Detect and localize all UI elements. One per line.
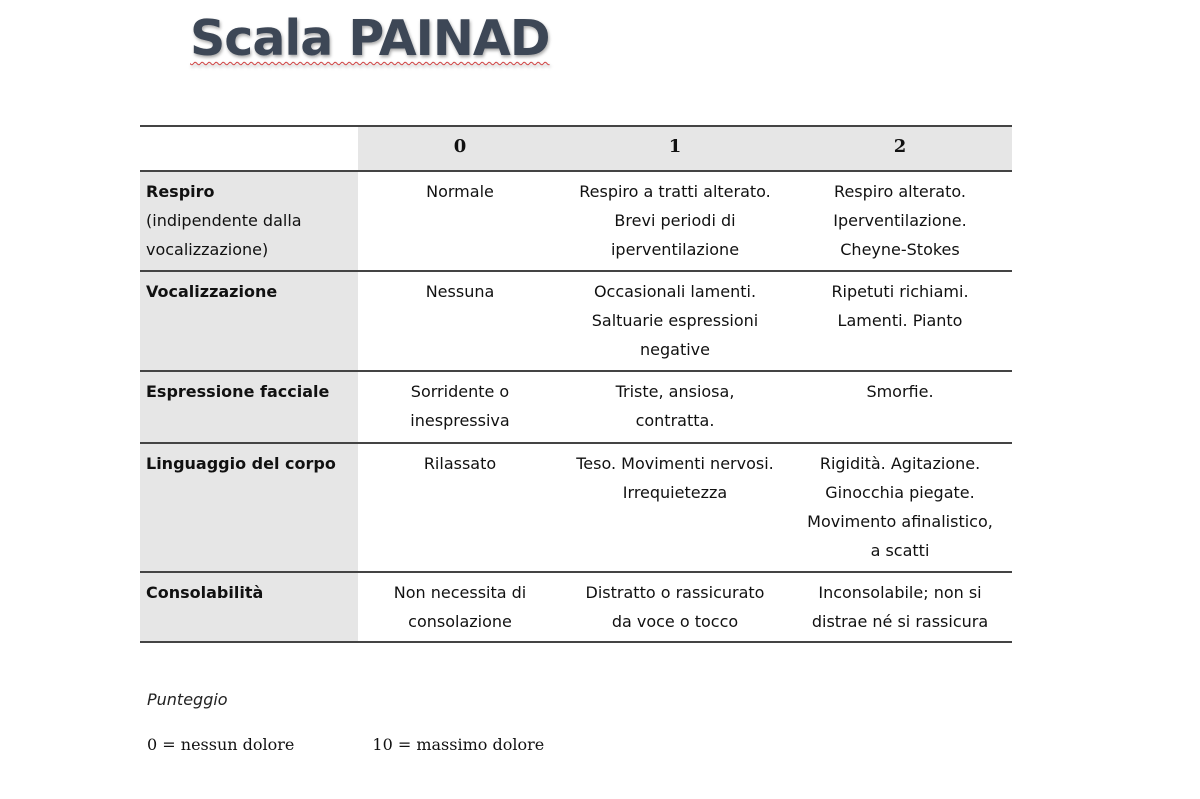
cell-text: distrae né si rassicura: [811, 612, 989, 631]
cell-text: Normale: [426, 182, 494, 201]
score-2-cell: [788, 271, 1012, 371]
cell-text: da voce o tocco: [611, 612, 739, 631]
cell-text: contratta.: [635, 411, 715, 430]
category-name: Respiro: [146, 182, 215, 201]
cell-text: negative: [640, 340, 710, 359]
score-1-cell: [562, 171, 788, 271]
score-2-cell: [788, 371, 1012, 443]
score-0-cell: [358, 443, 562, 572]
scoring-label: Punteggio: [147, 690, 228, 709]
scoring-max: 10 = massimo dolore: [372, 735, 545, 754]
category-cell: [140, 171, 358, 271]
cell-text: Cheyne-Stokes: [840, 240, 960, 259]
cell-text: iperventilazione: [610, 240, 740, 259]
header-score-1: 1: [562, 126, 788, 171]
scoring-min: 0 = nessun dolore: [147, 735, 295, 754]
header-row: [140, 126, 1012, 171]
cell-text: Iperventilazione.: [833, 211, 967, 230]
cell-text: Irrequietezza: [622, 483, 728, 502]
score-0-cell: [358, 171, 562, 271]
cell-text: inespressiva: [410, 411, 510, 430]
category-cell: [140, 271, 358, 371]
category-name: Vocalizzazione: [146, 282, 278, 301]
score-0-cell: [358, 572, 562, 642]
cell-text: Lamenti. Pianto: [837, 311, 963, 330]
table-row: [140, 271, 1012, 371]
cell-text: Respiro alterato.: [834, 182, 966, 201]
category-cell: [140, 371, 358, 443]
score-0-cell: [358, 271, 562, 371]
cell-text: Brevi periodi di: [614, 211, 736, 230]
category-name: Consolabilità: [146, 583, 264, 602]
scoring-range: [147, 735, 544, 754]
cell-text: Rilassato: [423, 454, 497, 473]
category-cell: [140, 443, 358, 572]
painad-table: [140, 125, 1012, 643]
score-1-cell: [562, 572, 788, 642]
header-blank: [140, 126, 358, 171]
category-subtitle: (indipendente dalla: [146, 211, 302, 230]
cell-text: Ripetuti richiami.: [831, 282, 969, 301]
cell-text: consolazione: [408, 612, 512, 631]
page-title: Scala PAINAD: [190, 10, 550, 67]
cell-text: Saltuarie espressioni: [591, 311, 759, 330]
cell-text: Non necessita di: [393, 583, 527, 602]
score-0-cell: [358, 371, 562, 443]
score-1-cell: [562, 443, 788, 572]
cell-text: Rigidità. Agitazione.: [819, 454, 981, 473]
category-cell: [140, 572, 358, 642]
cell-text: Distratto o rassicurato: [585, 583, 765, 602]
header-score-0: 0: [358, 126, 562, 171]
cell-text: Ginocchia piegate.: [825, 483, 975, 502]
category-name: Linguaggio del corpo: [146, 454, 336, 473]
score-1-cell: [562, 271, 788, 371]
cell-text: Inconsolabile; non si: [818, 583, 982, 602]
table-row: [140, 572, 1012, 642]
cell-text: Movimento afinalistico,: [807, 512, 993, 531]
table-row: [140, 171, 1012, 271]
score-2-cell: [788, 572, 1012, 642]
category-name: Espressione facciale: [146, 382, 330, 401]
score-1-cell: [562, 371, 788, 443]
cell-text: Triste, ansiosa,: [615, 382, 735, 401]
cell-text: Occasionali lamenti.: [593, 282, 757, 301]
table-row: [140, 443, 1012, 572]
category-subtitle: vocalizzazione): [146, 240, 269, 259]
cell-text: Respiro a tratti alterato.: [579, 182, 771, 201]
header-score-2: 2: [788, 126, 1012, 171]
table-row: [140, 371, 1012, 443]
score-2-cell: [788, 443, 1012, 572]
cell-text: Nessuna: [425, 282, 495, 301]
score-2-cell: [788, 171, 1012, 271]
cell-text: a scatti: [870, 541, 930, 560]
cell-text: Teso. Movimenti nervosi.: [576, 454, 774, 473]
cell-text: Sorridente o: [410, 382, 510, 401]
cell-text: Smorfie.: [866, 382, 934, 401]
